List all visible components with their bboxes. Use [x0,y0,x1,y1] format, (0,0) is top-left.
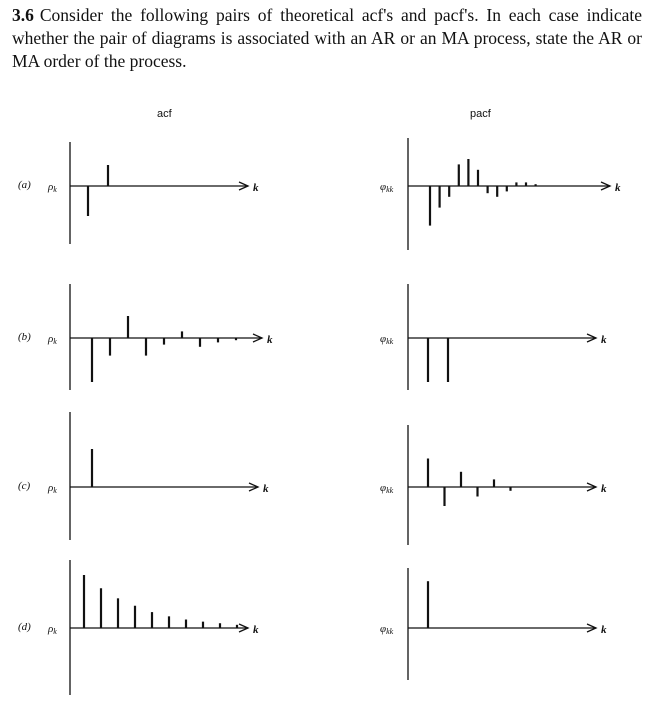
d-acf-k-label: k [253,624,259,636]
problem-text: Consider the following pairs of theoretical acf's and pacf's. In each case indicate whether the pair of diagrams is associated with an AR or an MA process, state the AR or MA order of the process. [12,5,642,71]
column-header-pacf: pacf [470,108,491,120]
a-acf-y-symbol: ρk [48,181,57,194]
c-acf-k-label: k [263,483,269,495]
row-label-b: (b) [18,331,31,343]
problem-number: 3.6 [12,5,34,25]
b-acf-k-label: k [267,334,273,346]
d-pacf-y-symbol: φkk [380,623,394,636]
row-label-d: (d) [18,621,31,633]
a-acf-k-label: k [253,182,259,194]
row-label-a: (a) [18,179,31,191]
d-pacf-k-label: k [601,624,607,636]
a-pacf-k-label: k [615,182,621,194]
c-acf-y-symbol: ρk [48,482,57,495]
b-acf-y-symbol: ρk [48,333,57,346]
c-pacf-k-label: k [601,483,607,495]
d-acf-y-symbol: ρk [48,623,57,636]
row-label-c: (c) [18,480,31,492]
c-pacf-y-symbol: φkk [380,482,394,495]
b-pacf-y-symbol: φkk [380,333,394,346]
column-header-acf: acf [157,108,172,120]
a-pacf-y-symbol: φkk [380,181,394,194]
b-pacf-k-label: k [601,334,607,346]
